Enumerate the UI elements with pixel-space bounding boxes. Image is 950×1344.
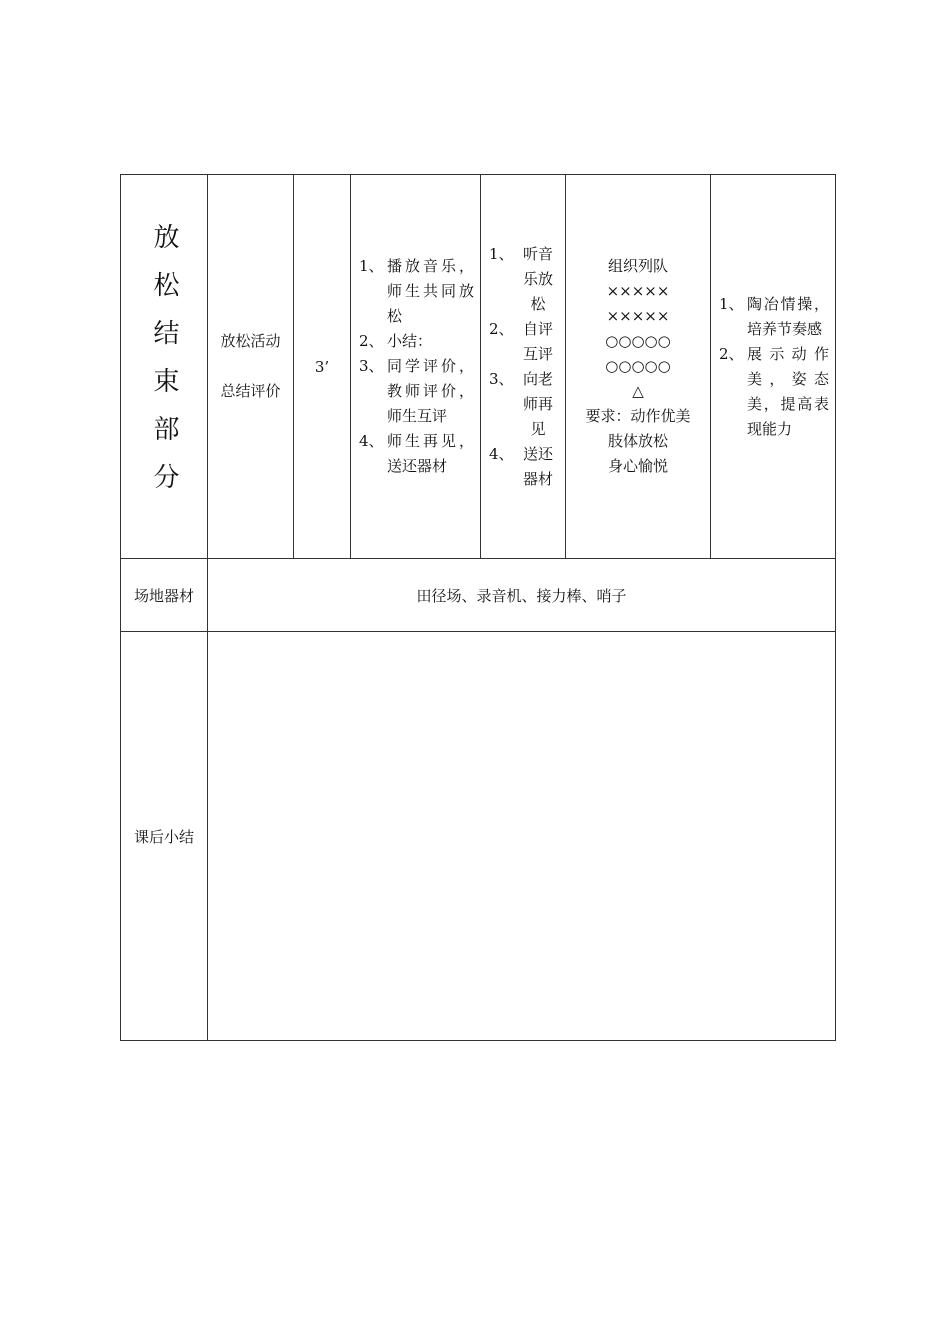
- list-item: [489, 442, 559, 492]
- item-number: 1、: [489, 244, 514, 263]
- item-text: 播放音乐，师生共同放松: [387, 257, 474, 325]
- time-cell: [294, 175, 351, 559]
- item-number: 2、: [489, 319, 514, 338]
- time-value: 3’: [314, 357, 330, 376]
- equipment-value: 田径场、录音机、接力棒、哨子: [416, 586, 627, 605]
- item-text: 小结：: [387, 332, 433, 350]
- summary-label: 课后小结: [133, 827, 194, 846]
- lesson-plan-table: [120, 174, 836, 1041]
- summary-value-cell: [208, 632, 836, 1041]
- item-number: 1、: [359, 257, 384, 275]
- list-item: [359, 329, 474, 354]
- item-text: 同学评价，教师评价，师生互评: [387, 357, 474, 425]
- list-item: [489, 367, 559, 442]
- teacher-triangle-icon: △: [632, 382, 644, 400]
- equipment-label: 场地器材: [133, 586, 194, 605]
- item-number: 2、: [719, 344, 744, 363]
- activity-summary: 总结评价: [220, 382, 281, 400]
- formation-row: ×××××: [606, 307, 670, 325]
- list-item: [359, 429, 474, 479]
- item-number: 2、: [359, 332, 384, 350]
- item-text: 送还器材: [522, 444, 553, 488]
- goals-list: [711, 292, 835, 442]
- activities-cell: [208, 175, 294, 559]
- relax-section-row: [121, 175, 836, 559]
- item-text: 自评互评: [522, 319, 553, 363]
- activity-relax: 放松活动: [220, 332, 281, 350]
- equipment-label-cell: [121, 559, 208, 632]
- requirement-line: 肢体放松: [607, 432, 668, 450]
- teacher-steps-cell: [351, 175, 481, 559]
- list-item: [489, 242, 559, 317]
- list-item: [359, 254, 474, 329]
- student-steps-cell: [481, 175, 566, 559]
- item-number: 4、: [359, 432, 384, 450]
- equipment-value-cell: [208, 559, 836, 632]
- item-text: 听音乐放松: [522, 244, 553, 313]
- item-text: 师生再见，送还器材: [387, 432, 474, 475]
- formation-row: ○○○○○: [605, 357, 671, 375]
- organization-cell: [566, 175, 711, 559]
- item-number: 3、: [359, 357, 384, 375]
- list-item: [719, 342, 829, 442]
- section-title-cell: [121, 175, 208, 559]
- formation-diagram: [566, 254, 710, 479]
- requirement-label: 要求：动作优美: [585, 407, 691, 425]
- item-number: 3、: [489, 369, 514, 388]
- summary-row: [121, 632, 836, 1041]
- formation-heading: 组织列队: [607, 257, 668, 275]
- section-title: 放松结束部分: [149, 222, 179, 511]
- goals-cell: [711, 175, 836, 559]
- item-number: 1、: [719, 294, 744, 313]
- item-text: 向老师再见: [522, 369, 553, 438]
- formation-row: ○○○○○: [605, 332, 671, 350]
- formation-row: ×××××: [606, 282, 670, 300]
- item-text: 陶冶情操，培养节奏感: [747, 294, 829, 338]
- summary-label-cell: [121, 632, 208, 1041]
- item-text: 展示动作美，姿态美，提高表现能力: [747, 344, 829, 438]
- equipment-row: [121, 559, 836, 632]
- list-item: [719, 292, 829, 342]
- item-number: 4、: [489, 444, 514, 463]
- list-item: [489, 317, 559, 367]
- teacher-steps-list: [351, 254, 480, 479]
- list-item: [359, 354, 474, 429]
- student-steps-list: [481, 242, 565, 492]
- requirement-line: 身心愉悦: [607, 457, 668, 475]
